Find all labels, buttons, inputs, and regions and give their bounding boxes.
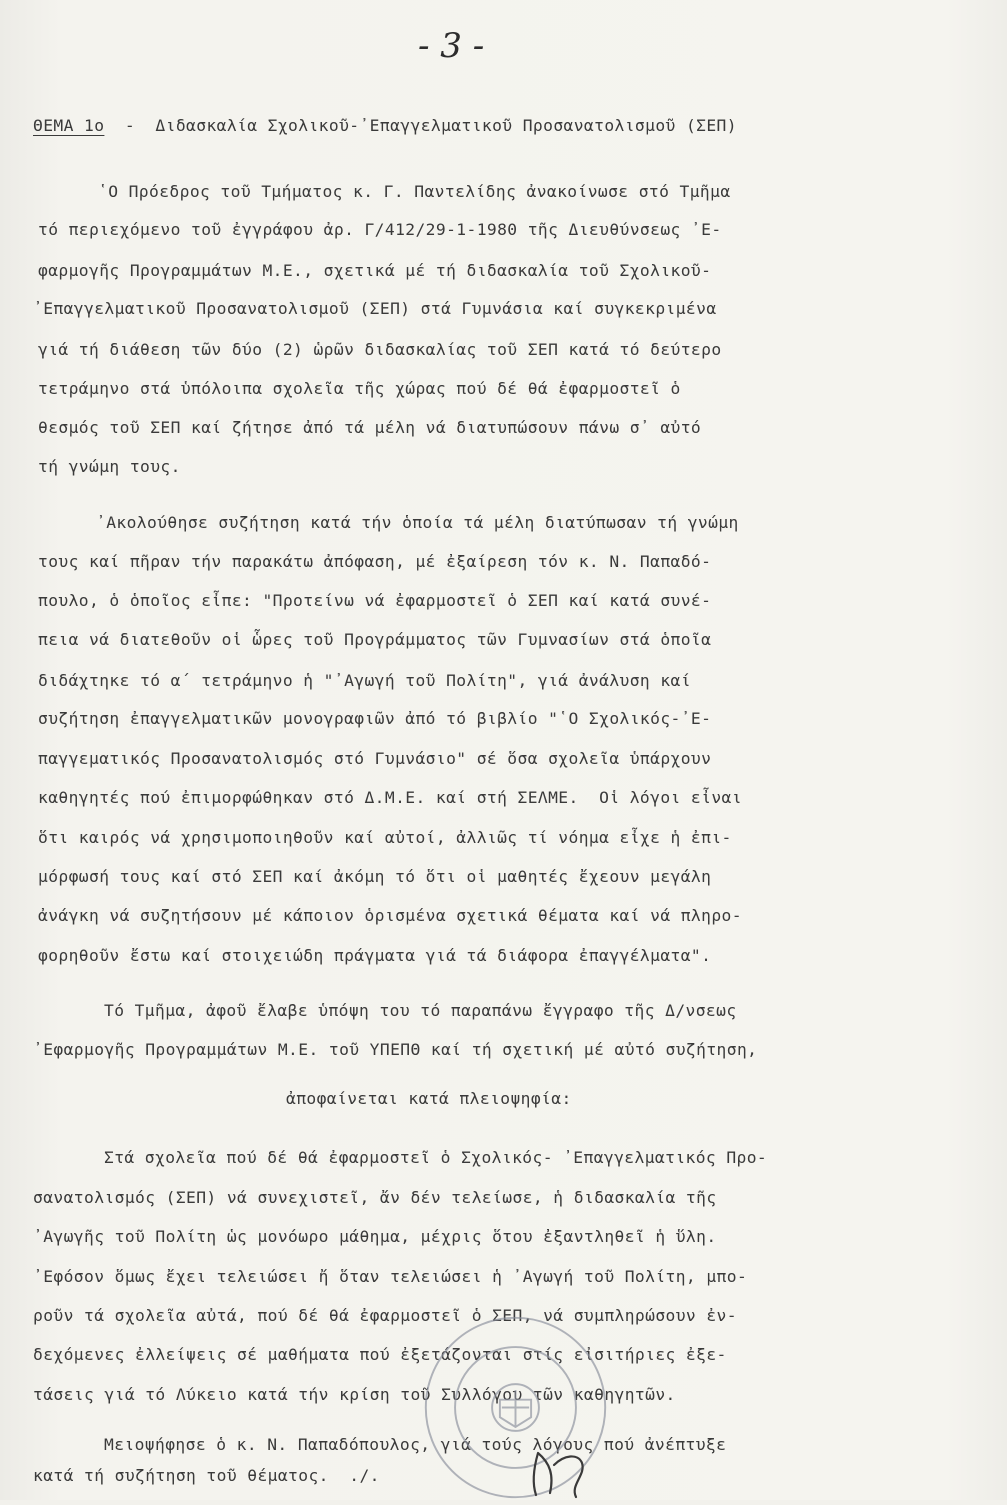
paragraph2-line: ᾽Ακολούθησε συζήτηση κατά τήν ὁποία τά μέλη διατύπωσαν τή γνώμη [96,513,739,532]
paragraph1-line: τετράμηνο στά ὑπόλοιπα σχολεῖα τῆς χώρας πού δέ θά ἐφαρμοστεῖ ὁ [38,379,681,398]
paragraph2-line: διδάχτηκε τό α΄ τετράμηνο ἡ "᾽Αγωγή τοῦ Πολίτη", γιά ἀνάλυση καί [38,671,691,690]
paragraph2-line: μόρφωσή τους καί στό ΣΕΠ καί ἀκόμη τό ὅτι οἱ μαθητές ἔχεουν μεγάλη [38,867,712,886]
paragraph4-line: δεχόμενες ἐλλείψεις σέ μαθήματα πού ἐξετάζονται στίς εἰσιτήριες ἐξε- [33,1345,727,1364]
paragraph2-line: συζήτηση ἐπαγγελματικῶν μονογραφιῶν ἀπό τό βιβλίο "῾Ο Σχολικός-᾽Ε- [38,709,712,728]
paragraph2-line: παγγεματικός Προσανατολισμός στό Γυμνάσιο" σέ ὅσα σχολεῖα ὑπάρχουν [38,749,712,768]
paragraph5-line: κατά τή συζήτηση τοῦ θέματος. ./. [33,1466,380,1485]
paragraph1-line: ᾽Επαγγελματικοῦ Προσανατολισμοῦ (ΣΕΠ) στά Γυμνάσια καί συγκεκριμένα [33,299,717,318]
paragraph2-line: ὅτι καιρός νά χρησιμοποιηθοῦν καί αὐτοί, ἀλλιῶς τί νόημα εἶχε ἡ ἐπι- [38,828,732,847]
paragraph4-line: ᾽Αγωγῆς τοῦ Πολίτη ὡς μονόωρο μάθημα, μέχρις ὅτου ἐξαντληθεῖ ἡ ὕλη. [33,1227,717,1246]
paragraph1-line: φαρμογῆς Προγραμμάτων Μ.Ε., σχετικά μέ τή διδασκαλία τοῦ Σχολικοῦ- [38,261,712,280]
paragraph4-line: Στά σχολεῖα πού δέ θά ἐφαρμοστεῖ ὁ Σχολικός- ᾽Επαγγελματικός Προ- [104,1148,768,1167]
paragraph3-line: Τό Τμῆμα, ἀφοῦ ἔλαβε ὑπόψη του τό παραπάνω ἔγγραφο τῆς Δ/νσεως [104,1001,737,1020]
paragraph4-line: ροῦν τά σχολεῖα αὐτά, πού δέ θά ἐφαρμοστεῖ ὁ ΣΕΠ, νά συμπληρώσουν ἐν- [33,1306,737,1325]
paragraph2-line: τους καί πῆραν τήν παρακάτω ἀπόφαση, μέ ἐξαίρεση τόν κ. Ν. Παπαδό- [38,552,712,571]
paragraph1-line: τό περιεχόμενο τοῦ ἐγγράφου ἀρ. Γ/412/29-1-1980 τῆς Διευθύνσεως ᾽Ε- [38,220,722,239]
paragraph3-line: ᾽Εφαρμογῆς Προγραμμάτων Μ.Ε. τοῦ ΥΠΕΠΘ καί τή σχετική μέ αὐτό συζήτηση, [33,1040,758,1059]
topic-label: ΘΕΜΑ 1ο [33,116,105,135]
page-number: - 3 - [418,26,485,66]
paragraph1-line: γιά τή διάθεση τῶν δύο (2) ὡρῶν διδασκαλίας τοῦ ΣΕΠ κατά τό δεύτερο [38,340,722,359]
paragraph5-line: Μειοψήφησε ὁ κ. Ν. Παπαδόπουλος, γιά τούς λόγους πού ἀνέπτυξε [104,1435,727,1454]
paragraph1-line: θεσμός τοῦ ΣΕΠ καί ζήτησε ἀπό τά μέλη νά διατυπώσουν πάνω σ᾽ αὐτό [38,418,702,437]
decision-line: ἀποφαίνεται κατά πλειοψηφία: [286,1089,572,1108]
paragraph2-line: πεια νά διατεθοῦν οἱ ὧρες τοῦ Προγράμματος τῶν Γυμνασίων στά ὁποῖα [38,630,712,649]
topic-heading [33,115,737,137]
paragraph1-line: τή γνώμη τους. [38,457,181,476]
handwritten-signature [520,1445,600,1500]
topic-title: - Διδασκαλία Σχολικοῦ-᾽Επαγγελματικοῦ Προσανατολισμοῦ (ΣΕΠ) [104,116,737,135]
paragraph4-line: τάσεις γιά τό Λύκειο κατά τήν κρίση τοῦ Συλλόγου τῶν καθηγητῶν. [33,1385,676,1404]
paragraph4-line: σανατολισμός (ΣΕΠ) νά συνεχιστεῖ, ἄν δέν τελείωσε, ἡ διδασκαλία τῆς [33,1188,717,1207]
paragraph2-line: φορηθοῦν ἔστω καί στοιχειώδη πράγματα γιά τά διάφορα ἐπαγγέλματα". [38,946,712,965]
paragraph4-line: ᾽Εφόσον ὅμως ἔχει τελειώσει ἤ ὅταν τελειώσει ἡ ᾽Αγωγή τοῦ Πολίτη, μπο- [33,1267,748,1286]
paragraph2-line: ἀνάγκη νά συζητήσουν μέ κάποιον ὁρισμένα σχετικά θέματα καί νά πληρο- [38,906,742,925]
paragraph1-line: ῾Ο Πρόεδρος τοῦ Τμήματος κ. Γ. Παντελίδης ἀνακοίνωσε στό Τμῆμα [98,182,731,201]
paragraph2-line: πουλο, ὁ ὁποῖος εἶπε: "Προτείνω νά ἐφαρμοστεῖ ὁ ΣΕΠ καί κατά συνέ- [38,591,712,610]
paragraph2-line: καθηγητές πού ἐπιμορφώθηκαν στό Δ.Μ.Ε. καί στή ΣΕΛΜΕ. Οἱ λόγοι εἶναι [38,788,742,807]
